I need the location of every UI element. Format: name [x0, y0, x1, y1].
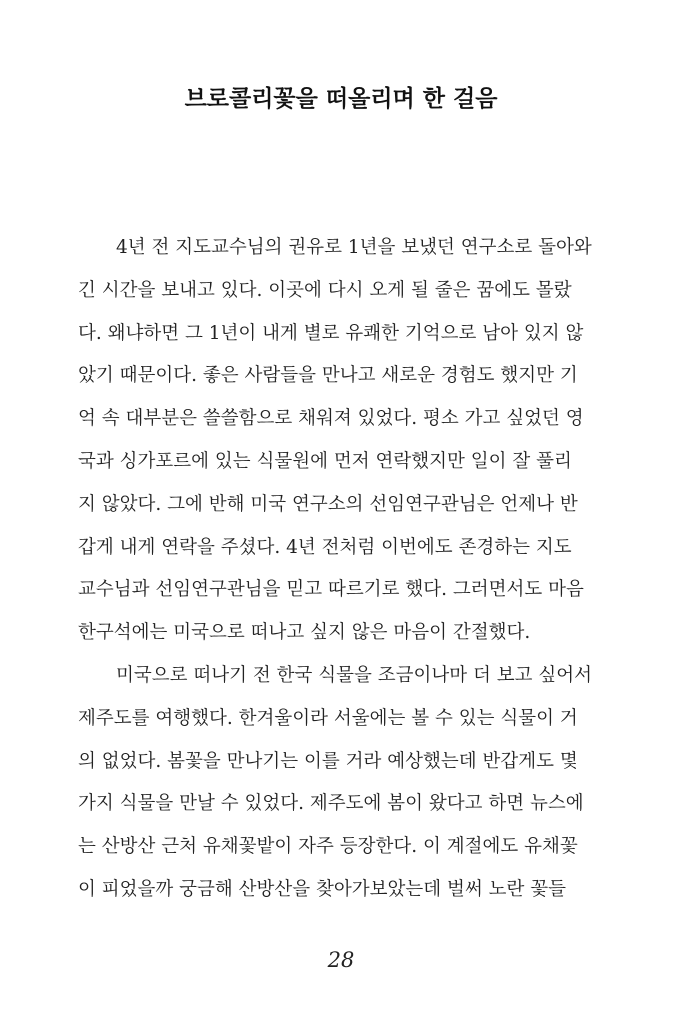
text-line: 의 없었다. 봄꽃을 만나기는 이를 거라 예상했는데 반갑게도 몇: [78, 750, 578, 772]
text-line: 이 피었을까 궁금해 산방산을 찾아가보았는데 벌써 노란 꽃들: [78, 878, 566, 900]
text-line: 한구석에는 미국으로 떠나고 싶지 않은 마음이 간절했다.: [78, 622, 531, 644]
text-line: 는 산방산 근처 유채꽃밭이 자주 등장한다. 이 계절에도 유채꽃: [78, 836, 578, 858]
text-line: 국과 싱가포르에 있는 식물원에 먼저 연락했지만 일이 잘 풀리: [78, 450, 572, 472]
text-line: 제주도를 여행했다. 한겨울이라 서울에는 볼 수 있는 식물이 거: [78, 707, 578, 729]
text-line: 다. 왜냐하면 그 1년이 내게 별로 유쾌한 기억으로 남아 있지 않: [78, 322, 584, 344]
body-text: [78, 232, 592, 917]
text-line: 지 않았다. 그에 반해 미국 연구소의 선임연구관님은 언제나 반: [78, 493, 578, 515]
paragraph-2: [78, 660, 592, 917]
chapter-title: 브로콜리꽃을 떠올리며 한 걸음: [184, 86, 498, 112]
text-line: 4년 전 지도교수님의 권유로 1년을 보냈던 연구소로 돌아와: [116, 237, 592, 258]
text-line: 교수님과 선임연구관님을 믿고 따르기로 했다. 그러면서도 마음: [78, 579, 584, 601]
text-line: 갑게 내게 연락을 주셨다. 4년 전처럼 이번에도 존경하는 지도: [78, 536, 572, 558]
text-line: 미국으로 떠나기 전 한국 식물을 조금이나마 더 보고 싶어서: [116, 664, 592, 686]
text-line: 긴 시간을 보내고 있다. 이곳에 다시 오게 될 줄은 꿈에도 몰랐: [78, 279, 572, 301]
page-number: 28: [327, 948, 355, 972]
text-line: 았기 때문이다. 좋은 사람들을 만나고 새로운 경험도 했지만 기: [78, 365, 578, 387]
paragraph-1: [78, 232, 592, 660]
text-line: 억 속 대부분은 쓸쓸함으로 채워져 있었다. 평소 가고 싶었던 영: [78, 408, 584, 430]
text-line: 가지 식물을 만날 수 있었다. 제주도에 봄이 왔다고 하면 뉴스에: [78, 793, 584, 815]
